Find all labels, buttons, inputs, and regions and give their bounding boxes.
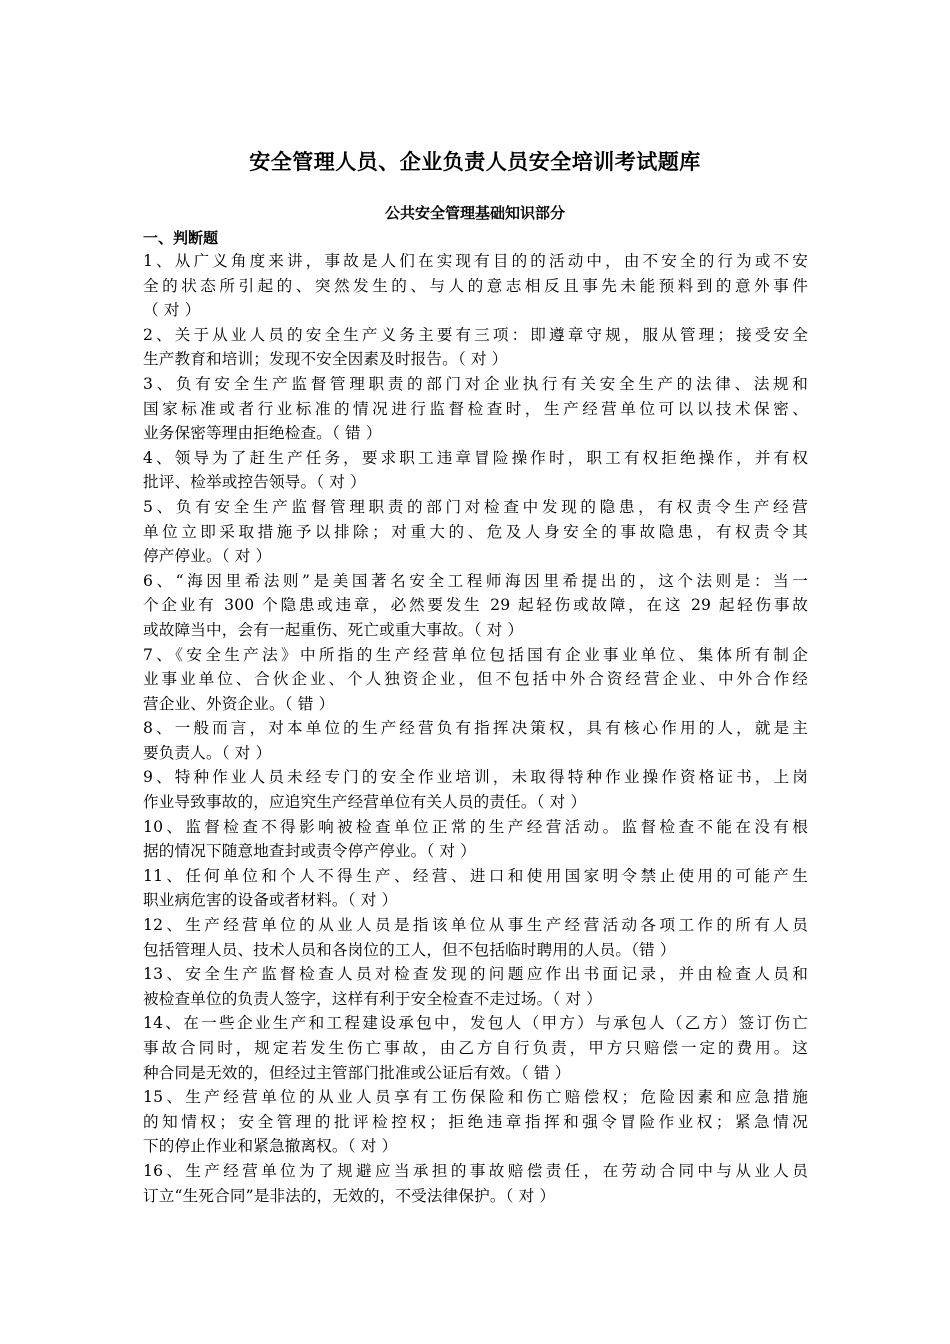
question-line: 被检查单位的负责人签字，这样有利于安全检查不走过场。（ 对 ） xyxy=(143,989,602,1008)
question-item xyxy=(143,864,808,913)
question-item xyxy=(143,1085,808,1159)
question-line: 据的情况下随意地查封或责令停产停业。（ 对 ） xyxy=(143,842,477,861)
question-line: （ 对 ） xyxy=(143,301,201,320)
question-line: 3、负有安全生产监督管理职责的部门对企业执行有关安全生产的法律、法规和 xyxy=(143,374,808,393)
question-line: 的知情权；安全管理的批评检控权；拒绝违章指挥和强令冒险作业权；紧急情况 xyxy=(143,1112,808,1131)
question-line: 16、生产经营单位为了规避应当承担的事故赔偿责任，在劳动合同中与从业人员 xyxy=(143,1161,808,1180)
question-line: 业事业单位、合伙企业、个人独资企业，但不包括中外合资经营企业、中外合作经 xyxy=(143,670,808,689)
question-item xyxy=(143,323,808,372)
question-item xyxy=(143,1011,808,1085)
question-line: 作业导致事故的，应追究生产经营单位有关人员的责任。（ 对 ） xyxy=(143,793,587,812)
question-line: 5、负有安全生产监督管理职责的部门对检查中发现的隐患，有权责令生产经营 xyxy=(143,497,808,516)
question-line: 下的停止作业和紧急撤离权。（ 对 ） xyxy=(143,1137,398,1156)
question-item xyxy=(143,643,808,717)
question-line: 批评、检举或控告领导。（ 对 ） xyxy=(143,473,366,492)
question-line: 包括管理人员、技术人员和各岗位的工人，但不包括临时聘用的人员。（错 ） xyxy=(143,940,676,959)
question-item xyxy=(143,1159,808,1208)
question-line: 10、监督检查不得影响被检查单位正常的生产经营活动。监督检查不能在没有根 xyxy=(143,817,808,836)
document-title: 安全管理人员、企业负责人员安全培训考试题库 xyxy=(249,150,701,174)
question-item xyxy=(143,962,808,1011)
question-line: 全的状态所引起的、突然发生的、与人的意志相反且事先未能预料到的意外事件 xyxy=(143,276,808,295)
question-line: 4、领导为了赶生产任务，要求职工违章冒险操作时，职工有权拒绝操作，并有权 xyxy=(143,448,808,467)
question-item xyxy=(143,569,808,643)
question-line: 单位立即采取措施予以排除；对重大的、危及人身安全的事故隐患，有权责令其 xyxy=(143,522,808,541)
question-item xyxy=(143,815,808,864)
question-line: 2、关于从业人员的安全生产义务主要有三项：即遵章守规，服从管理；接受安全 xyxy=(143,325,808,344)
question-line: 营企业、外资企业。（ 错 ） xyxy=(143,694,335,713)
question-line: 1、从广义角度来讲，事故是人们在实现有目的的活动中，由不安全的行为或不安 xyxy=(143,252,808,270)
question-item xyxy=(143,446,808,495)
question-item xyxy=(143,913,808,962)
question-line: 6、“海因里希法则”是美国著名安全工程师海因里希提出的，这个法则是：当一 xyxy=(143,571,808,590)
question-line: 要负责人。（ 对 ） xyxy=(143,743,272,762)
question-item xyxy=(143,372,808,446)
question-line: 或故障当中，会有一起重伤、死亡或重大事故。（ 对 ） xyxy=(143,620,524,639)
question-line: 11、任何单位和个人不得生产、经营、进口和使用国家明令禁止使用的可能产生 xyxy=(143,866,808,885)
question-line: 停产停业。（ 对 ） xyxy=(143,547,272,566)
question-line: 12、生产经营单位的从业人员是指该单位从事生产经营活动各项工作的所有人员 xyxy=(143,916,808,935)
question-item xyxy=(143,765,808,814)
question-line: 订立“生死合同”是非法的，无效的，不受法律保护。（ 对 ） xyxy=(143,1186,556,1205)
question-line: 生产教育和培训；发现不安全因素及时报告。（ 对 ） xyxy=(143,350,508,369)
question-line: 14、在一些企业生产和工程建设承包中，发包人（甲方）与承包人（乙方）签订伤亡 xyxy=(143,1014,808,1033)
question-line: 15、生产经营单位的从业人员享有工伤保险和伤亡赔偿权；危险因素和应急措施 xyxy=(143,1088,808,1107)
question-line: 8、一般而言，对本单位的生产经营负有指挥决策权，具有核心作用的人，就是主 xyxy=(143,719,808,738)
question-line: 13、安全生产监督检查人员对检查发现的问题应作出书面记录，并由检查人员和 xyxy=(143,965,808,984)
question-line: 国家标准或者行业标准的情况进行监督检查时，生产经营单位可以以技术保密、 xyxy=(143,399,808,418)
question-line: 种合同是无效的，但经过主管部门批准或公证后有效。（ 错 ） xyxy=(143,1063,571,1082)
section-heading: 一、判断题 xyxy=(143,229,219,247)
document-subtitle: 公共安全管理基础知识部分 xyxy=(384,204,565,222)
question-item xyxy=(143,495,808,569)
question-line: 个企业有 300 个隐患或违章，必然要发生 29 起轻伤或故障，在这 29 起轻伤事故 xyxy=(143,596,808,615)
question-line: 7、《安全生产法》中所指的生产经营单位包括国有企业事业单位、集体所有制企 xyxy=(143,645,808,664)
question-item xyxy=(143,716,808,765)
question-line: 职业病危害的设备或者材料。（ 对 ） xyxy=(143,891,398,910)
question-item xyxy=(143,249,808,323)
question-line: 9、特种作业人员未经专门的安全作业培训，未取得特种作业操作资格证书，上岗 xyxy=(143,768,808,787)
question-line: 事故合同时，规定若发生伤亡事故，由乙方自行负责，甲方只赔偿一定的费用。这 xyxy=(143,1039,808,1057)
question-line: 业务保密等理由拒绝检查。（ 错 ） xyxy=(143,424,382,443)
question-list xyxy=(143,249,808,1208)
